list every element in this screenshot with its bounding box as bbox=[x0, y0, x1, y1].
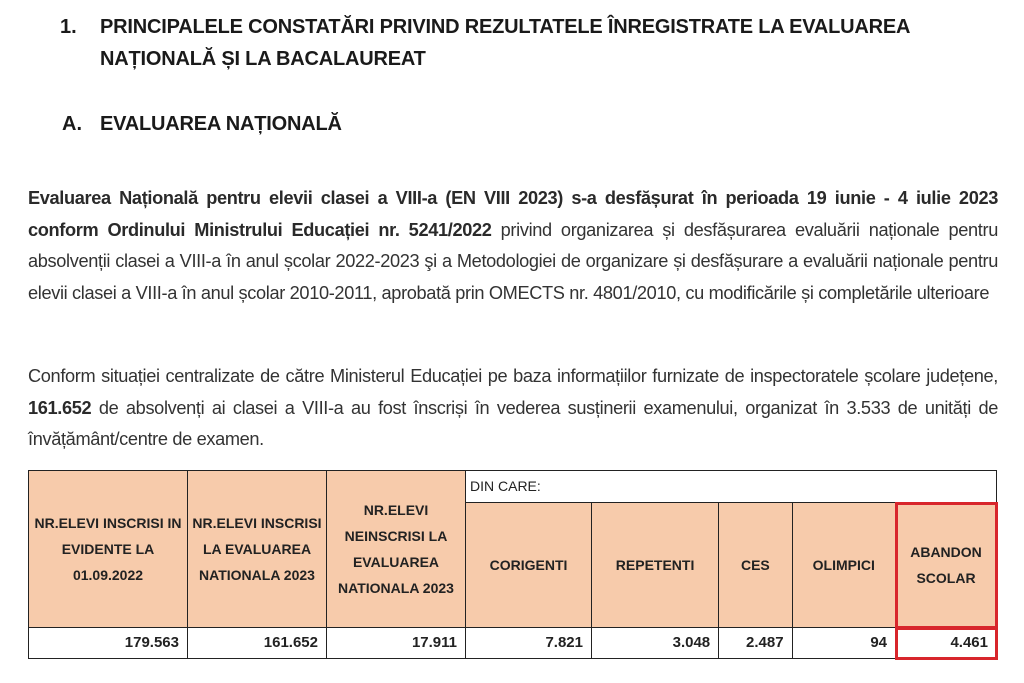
value-cell: 2.487 bbox=[719, 628, 792, 659]
heading-line-1: PRINCIPALELE CONSTATĂRI PRIVIND REZULTATELE ÎNREGISTRATE LA EVALUAREA bbox=[100, 16, 911, 38]
value-cell: 17.911 bbox=[327, 628, 466, 659]
table-row bbox=[29, 628, 997, 659]
value-cell: 179.563 bbox=[29, 628, 188, 659]
paragraph-1-bold: Evaluarea Națională pentru elevii clasei a VIII-a (EN VIII 2023) s-a desfășurat în perioada 19 iunie - 4 iulie 2023 conform Ordinului Ministrului Educației nr. 5241/2022 bbox=[28, 188, 998, 240]
value-cell: 161.652 bbox=[188, 628, 327, 659]
paragraph-2 bbox=[28, 361, 998, 456]
header-cell: NR.ELEVI INSCRISI LA EVALUAREA NATIONALA 2023 bbox=[188, 471, 327, 628]
header-cell: NR.ELEVI NEINSCRISI LA EVALUAREA NATIONALA 2023 bbox=[327, 471, 466, 628]
value-cell: 94 bbox=[792, 628, 895, 659]
value-cell: 3.048 bbox=[592, 628, 719, 659]
header-cell: NR.ELEVI INSCRISI IN EVIDENTE LA 01.09.2022 bbox=[29, 471, 188, 628]
paragraph-1-text: privind organizarea și desfășurarea evaluării naționale pentru absolvenții clasei a VIII-a în anul școlar 2022-2023 şi a Metodologiei de organizare și desfășurare a evaluării naționale pentru elevii clasei a VIII-a în anul școlar 2010-2011, aprobată prin OMECTS nr. 4801/2010, cu modificările și completările ulterioare bbox=[28, 219, 998, 303]
section-letter: A. bbox=[62, 113, 82, 135]
group-header: DIN CARE: bbox=[466, 471, 997, 503]
header-cell-highlighted: ABANDON SCOLAR bbox=[896, 503, 997, 628]
results-table bbox=[28, 470, 997, 659]
value-cell: 7.821 bbox=[466, 628, 592, 659]
paragraph-1 bbox=[28, 183, 998, 309]
header-cell: REPETENTI bbox=[592, 503, 719, 628]
paragraph-2-text-end: de absolvenți ai clasei a VIII-a au fost înscriși în vederea susținerii examenului, organizat în 3.533 de unități de învățământ/centre de examen. bbox=[28, 397, 998, 449]
paragraph-2-text: Conform situației centralizate de către Ministerul Educației pe baza informațiilor furnizate de inspectoratele școlare județene, bbox=[28, 366, 998, 386]
heading-line-2: NAȚIONALĂ ȘI LA BACALAUREAT bbox=[100, 48, 426, 70]
section-heading: EVALUAREA NAȚIONALĂ bbox=[100, 113, 342, 135]
header-cell: CES bbox=[719, 503, 792, 628]
heading-number: 1. bbox=[60, 16, 77, 38]
paragraph-2-bold: 161.652 bbox=[28, 397, 92, 418]
header-cell: OLIMPICI bbox=[792, 503, 895, 628]
value-cell-highlighted: 4.461 bbox=[896, 628, 997, 659]
header-cell: CORIGENTI bbox=[466, 503, 592, 628]
